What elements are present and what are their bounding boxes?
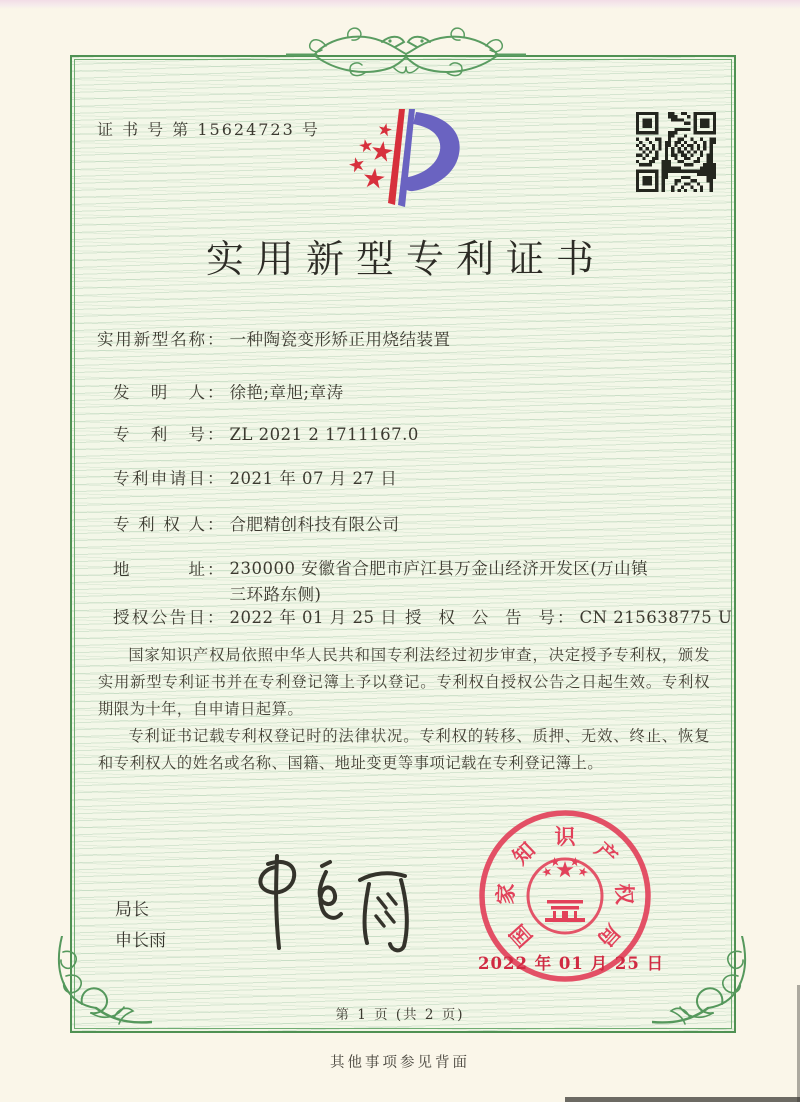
dragon-ornament-icon [286, 24, 526, 86]
paragraph: 专利证书记载专利权登记时的法律状况。专利权的转移、质押、无效、终止、恢复和专利权人的姓名或名称、国籍、地址变更等事项记载在专利登记簿上。 [98, 727, 710, 772]
certificate-sheet: 证 书 号 第 15624723 号 实用新型专利证书 实用新型名称 ： 一种陶瓷变形矫正用烧结装置 发明人 ： 徐艳;章旭;章涛 专利号 ： ZL 2021 2 1711167.0 专利申请日 ： 2021 年 07 月 27 日 专利权人 ： 合肥精创科技有限公司 地址 ： 230000 安徽省合肥市庐江县万金山经济开发区(万山镇三环路东侧) 授权公告日 ： 2022 年 01 月 25 日 授权公告号 ： CN 215638775 U 国家知识产权局依照中华人民共和国专利法经过初步审查，决定授予专利权，颁发实用新型专利证书并在专利登记簿上予以登记。专利权自授权公告之日起生效。专利权期限为十年，自申请日起算。 专利证书记载专利权登记时的法律状况。专利权的转移、质押、无效、终止、恢复和专利权人的姓名或名称、国籍、地址变更等事项记载在专利登记簿上。 局长 申长雨 国 家 知 识 产 权 局 2022 年 01 月 25 日 第 1 页 (共 2 页) 其他事项参见背面 [0, 0, 800, 1102]
field-label: 实用新型名称 [97, 330, 205, 349]
legal-text [98, 642, 710, 777]
officer-title: 局长 [115, 900, 149, 920]
field-value: 合肥精创科技有限公司 [229, 515, 400, 534]
seal-char: 识 [554, 824, 576, 849]
scan-top-edge [0, 0, 800, 9]
field-label: 专利号 [113, 425, 205, 444]
field-value: 徐艳;章旭;章涛 [229, 383, 344, 402]
field-label: 专利权人 [113, 515, 205, 534]
certificate-title: 实用新型专利证书 [205, 237, 606, 281]
cnipa-logo-icon [328, 106, 480, 224]
grant-date-value: 2022 年 01 月 25 日 [229, 608, 398, 627]
seal-date: 2022 年 01 月 25 日 [478, 954, 665, 973]
field-value: 一种陶瓷变形矫正用烧结装置 [229, 330, 451, 349]
signature-icon [222, 850, 427, 958]
seal-char: 产 [590, 836, 623, 870]
seal-char: 局 [592, 919, 626, 952]
seal-char: 知 [507, 836, 540, 870]
grant-number-value: CN 215638775 U [579, 608, 733, 627]
field-label: 地址 [113, 560, 205, 579]
qr-code [636, 112, 716, 192]
field-label: 发明人 [113, 383, 205, 402]
certificate-number: 证 书 号 第 15624723 号 [97, 120, 320, 139]
page-number: 第 1 页 (共 2 页) [335, 1007, 465, 1023]
national-emblem-icon [528, 856, 602, 933]
field-label: 授权公告号 [405, 608, 555, 627]
field-value: 230000 安徽省合肥市庐江县万金山经济开发区(万山镇三环路东侧) [229, 559, 649, 604]
seal-char: 权 [611, 882, 638, 905]
field-label: 专利申请日 [113, 469, 205, 488]
paragraph: 国家知识产权局依照中华人民共和国专利法经过初步审查，决定授予专利权，颁发实用新型专利证书并在专利登记簿上予以登记。专利权自授权公告之日起生效。专利权期限为十年，自申请日起算。 [98, 646, 710, 718]
officer-name: 申长雨 [115, 931, 166, 951]
back-note: 其他事项参见背面 [330, 1055, 470, 1071]
field-label: 授权公告日 [113, 608, 205, 627]
field-value: ZL 2021 2 1711167.0 [229, 425, 419, 444]
field-value: 2021 年 07 月 27 日 [229, 469, 398, 488]
seal-char: 家 [492, 882, 519, 905]
seal-char: 国 [504, 919, 538, 952]
scan-bottom-edge [565, 1097, 800, 1102]
